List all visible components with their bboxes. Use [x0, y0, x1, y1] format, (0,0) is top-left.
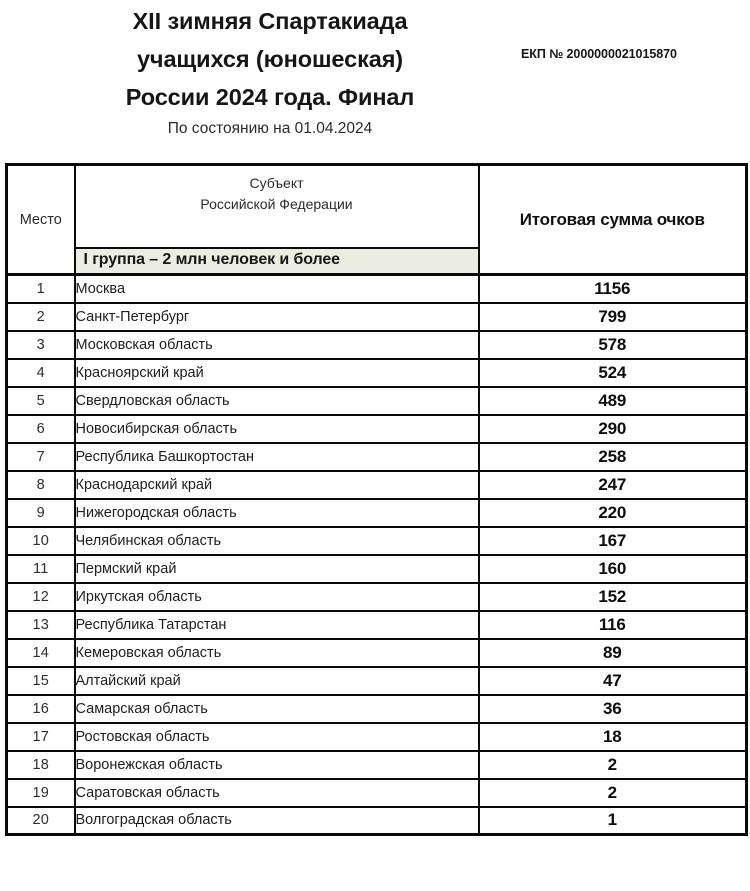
cell-region: Волгоградская область	[75, 807, 479, 835]
cell-place: 2	[7, 303, 75, 331]
ekp-number: ЕКП № 2000000021015870	[521, 47, 677, 61]
cell-region: Иркутская область	[75, 583, 479, 611]
table-row	[7, 303, 747, 331]
table-row	[7, 723, 747, 751]
cell-points: 247	[479, 471, 747, 499]
cell-region: Кемеровская область	[75, 639, 479, 667]
standings-table-wrapper	[5, 163, 745, 836]
cell-region: Алтайский край	[75, 667, 479, 695]
cell-place: 17	[7, 723, 75, 751]
cell-points: 258	[479, 443, 747, 471]
column-header-points: Итоговая сумма очков	[479, 165, 747, 275]
cell-place: 10	[7, 527, 75, 555]
cell-points: 36	[479, 695, 747, 723]
table-row	[7, 387, 747, 415]
cell-points: 89	[479, 639, 747, 667]
cell-points: 1156	[479, 275, 747, 303]
table-row	[7, 527, 747, 555]
cell-place: 15	[7, 667, 75, 695]
title-line-1: XII зимняя Спартакиада	[132, 8, 408, 34]
table-row	[7, 443, 747, 471]
table-row	[7, 611, 747, 639]
cell-region: Воронежская область	[75, 751, 479, 779]
cell-place: 20	[7, 807, 75, 835]
cell-points: 290	[479, 415, 747, 443]
cell-place: 16	[7, 695, 75, 723]
table-body	[7, 275, 747, 835]
cell-place: 9	[7, 499, 75, 527]
title-line-2: учащихся (юношеская)	[136, 46, 404, 72]
cell-region: Санкт-Петербург	[75, 303, 479, 331]
cell-place: 13	[7, 611, 75, 639]
cell-points: 524	[479, 359, 747, 387]
table-row	[7, 499, 747, 527]
cell-points: 2	[479, 751, 747, 779]
cell-points: 2	[479, 779, 747, 807]
table-row	[7, 331, 747, 359]
cell-region: Московская область	[75, 331, 479, 359]
table-row	[7, 415, 747, 443]
status-date: По состоянию на 01.04.2024	[167, 120, 373, 137]
cell-region: Москва	[75, 275, 479, 303]
cell-points: 116	[479, 611, 747, 639]
cell-place: 6	[7, 415, 75, 443]
table-head	[7, 165, 747, 275]
cell-place: 11	[7, 555, 75, 583]
cell-place: 14	[7, 639, 75, 667]
table-row	[7, 555, 747, 583]
cell-region: Красноярский край	[75, 359, 479, 387]
title-line-3: России 2024 года. Финал	[125, 84, 415, 110]
cell-region: Самарская область	[75, 695, 479, 723]
cell-region: Челябинская область	[75, 527, 479, 555]
document-header	[0, 0, 750, 160]
cell-region: Ростовская область	[75, 723, 479, 751]
cell-region: Нижегородская область	[75, 499, 479, 527]
table-row	[7, 583, 747, 611]
table-row	[7, 359, 747, 387]
cell-points: 18	[479, 723, 747, 751]
cell-place: 18	[7, 751, 75, 779]
cell-region: Республика Башкортостан	[75, 443, 479, 471]
cell-region: Краснодарский край	[75, 471, 479, 499]
cell-points: 220	[479, 499, 747, 527]
cell-points: 160	[479, 555, 747, 583]
page-title	[55, 2, 485, 116]
cell-place: 5	[7, 387, 75, 415]
cell-points: 799	[479, 303, 747, 331]
cell-region: Республика Татарстан	[75, 611, 479, 639]
cell-points: 1	[479, 807, 747, 835]
table-row	[7, 807, 747, 835]
cell-place: 8	[7, 471, 75, 499]
cell-region: Новосибирская область	[75, 415, 479, 443]
table-row	[7, 639, 747, 667]
column-header-region-line1: Субъект	[249, 174, 304, 191]
cell-points: 489	[479, 387, 747, 415]
column-header-region	[75, 165, 479, 249]
cell-place: 7	[7, 443, 75, 471]
table-header-row	[7, 165, 747, 249]
cell-place: 12	[7, 583, 75, 611]
cell-place: 1	[7, 275, 75, 303]
standings-table	[5, 163, 748, 836]
table-row	[7, 471, 747, 499]
cell-place: 3	[7, 331, 75, 359]
cell-points: 47	[479, 667, 747, 695]
table-row	[7, 275, 747, 303]
table-row	[7, 751, 747, 779]
cell-region: Свердловская область	[75, 387, 479, 415]
cell-points: 578	[479, 331, 747, 359]
column-header-place: Место	[7, 165, 75, 275]
cell-points: 167	[479, 527, 747, 555]
cell-region: Пермский край	[75, 555, 479, 583]
cell-region: Саратовская область	[75, 779, 479, 807]
cell-points: 152	[479, 583, 747, 611]
column-header-region-line2: Российской Федерации	[200, 195, 353, 212]
table-row	[7, 695, 747, 723]
table-row	[7, 779, 747, 807]
group-header-label: I группа – 2 млн человек и более	[75, 248, 479, 275]
cell-place: 19	[7, 779, 75, 807]
cell-place: 4	[7, 359, 75, 387]
table-row	[7, 667, 747, 695]
